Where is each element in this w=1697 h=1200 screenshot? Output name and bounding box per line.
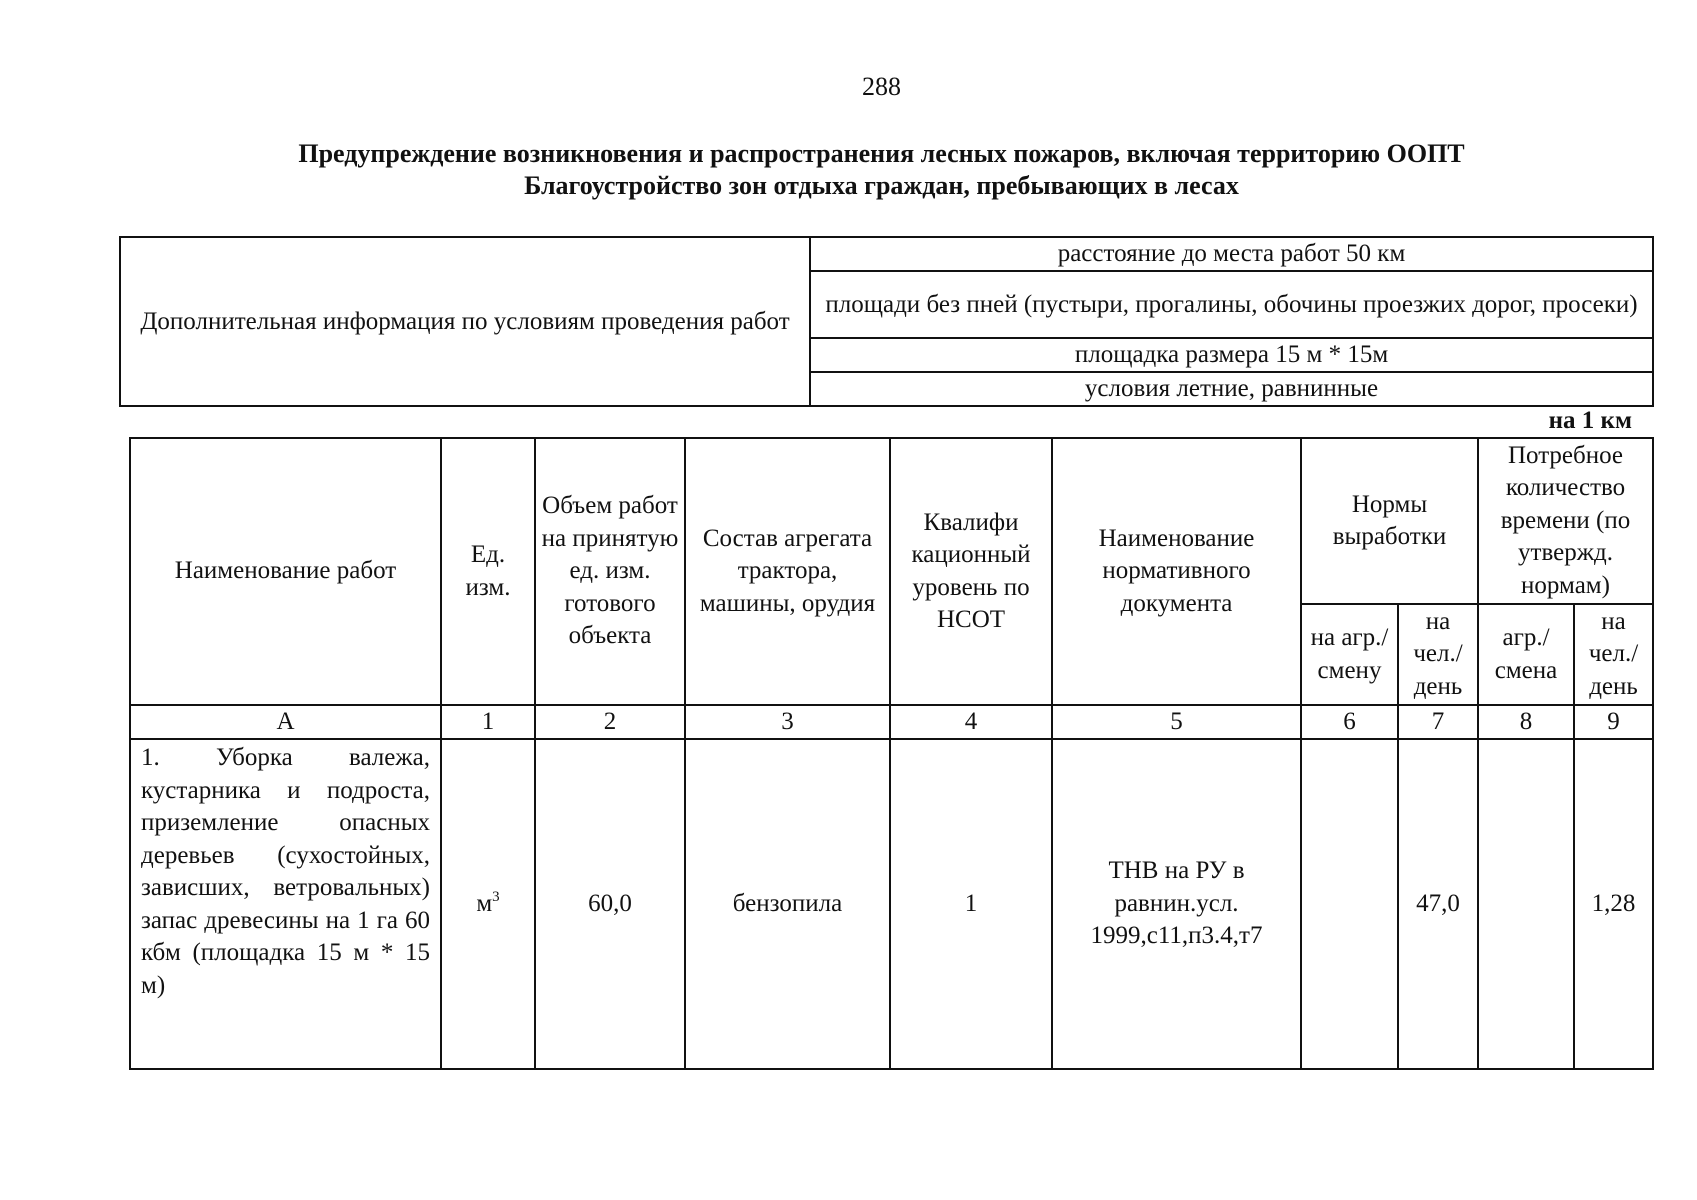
- column-number: 8: [1478, 705, 1574, 739]
- column-number: 1: [441, 705, 535, 739]
- cell-time-person: 1,28: [1574, 739, 1653, 1069]
- column-number: 3: [685, 705, 890, 739]
- condition-item: расстояние до места работ 50 км: [810, 237, 1653, 271]
- unit-note: на 1 км: [1548, 407, 1632, 434]
- condition-item: условия летние, равнинные: [810, 372, 1653, 406]
- cell-norms-person: 47,0: [1398, 739, 1478, 1069]
- norms-table: [129, 437, 1654, 1070]
- header-time: Потребное количество времени (по утвержд. нормам): [1478, 438, 1653, 604]
- column-number: 6: [1301, 705, 1398, 739]
- condition-item: площадка размера 15 м * 15м: [810, 338, 1653, 372]
- header-qualification: Квалифи кационный уровень по НСОТ: [890, 438, 1052, 705]
- column-number: 2: [535, 705, 685, 739]
- title-line-1: Предупреждение возникновения и распространения лесных пожаров, включая территорию ООПТ: [298, 139, 1465, 168]
- cell-document: ТНВ на РУ в равнин.усл. 1999,с11,п3.4,т7: [1052, 739, 1301, 1069]
- cell-time-agr: [1478, 739, 1574, 1069]
- header-work-name: Наименование работ: [130, 438, 441, 705]
- header-norms-person: на чел./ день: [1398, 604, 1478, 705]
- header-time-person: на чел./ день: [1574, 604, 1653, 705]
- header-volume: Объем работ на принятую ед. изм. готового объекта: [535, 438, 685, 705]
- cell-work-name: 1. Уборка валежа, кустарника и подроста, приземление опасных деревьев (сухостойных, зависших, ветровальных) запас древесины на 1 га 60 кбм (площадка 15 м * 15 м): [130, 739, 441, 1069]
- cell-norms-agr: [1301, 739, 1398, 1069]
- unit-text: м: [476, 889, 493, 917]
- cell-composition: бензопила: [685, 739, 890, 1069]
- conditions-label: Дополнительная информация по условиям проведения работ: [120, 237, 810, 406]
- table-row: [130, 739, 1653, 1069]
- unit-superscript: 3: [492, 888, 500, 905]
- conditions-table: [119, 236, 1654, 407]
- condition-item: площади без пней (пустыри, прогалины, обочины проезжих дорог, просеки): [810, 271, 1653, 338]
- cell-volume: 60,0: [535, 739, 685, 1069]
- header-document: Наименование нормативного документа: [1052, 438, 1301, 705]
- column-number: 7: [1398, 705, 1478, 739]
- column-number: А: [130, 705, 441, 739]
- page-number: 288: [862, 72, 901, 101]
- column-number: 4: [890, 705, 1052, 739]
- column-number: 5: [1052, 705, 1301, 739]
- header-composition: Состав агрегата трактора, машины, орудия: [685, 438, 890, 705]
- title-line-2: Благоустройство зон отдыха граждан, пребывающих в лесах: [524, 171, 1239, 200]
- header-norms-agr: на агр./ смену: [1301, 604, 1398, 705]
- column-number: 9: [1574, 705, 1653, 739]
- header-unit: Ед. изм.: [441, 438, 535, 705]
- cell-qualification: 1: [890, 739, 1052, 1069]
- cell-unit: [441, 739, 535, 1069]
- document-title: [120, 138, 1643, 202]
- header-time-agr: агр./ смена: [1478, 604, 1574, 705]
- header-norms: Нормы выработки: [1301, 438, 1478, 604]
